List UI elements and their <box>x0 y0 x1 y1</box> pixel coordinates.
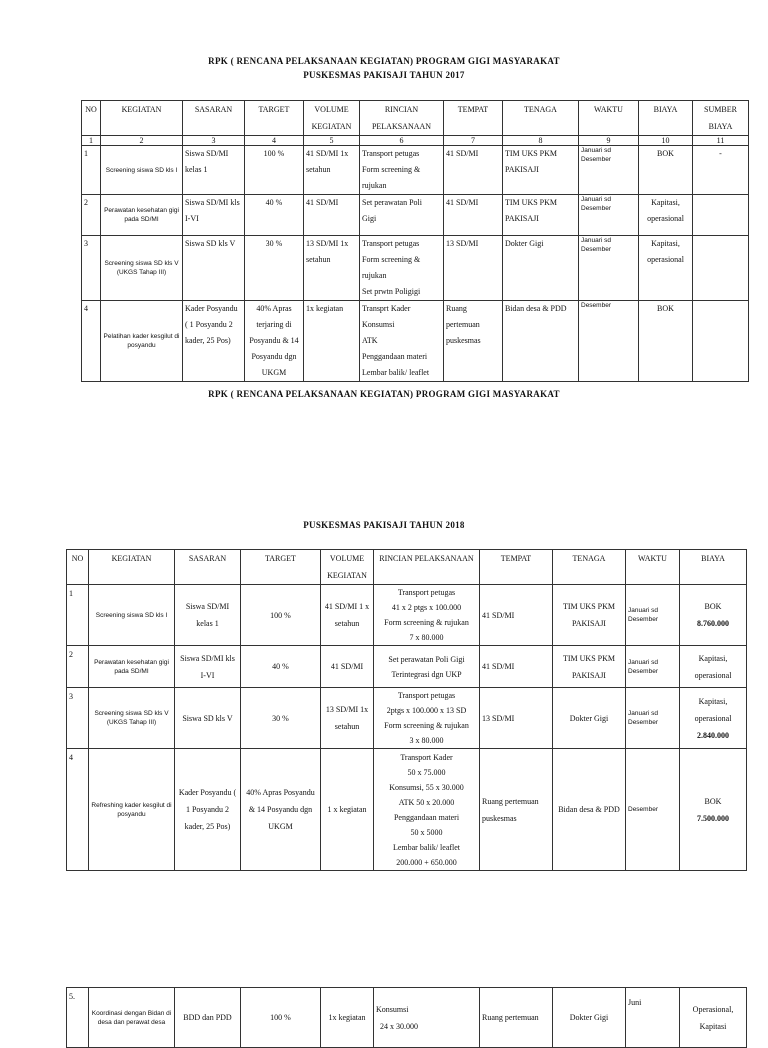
cell-no: 4 <box>82 301 101 382</box>
col-header-no: NO <box>82 101 101 136</box>
cell-tempat: 13 SD/MI <box>480 688 553 749</box>
cell-target: 100 % <box>245 146 304 195</box>
cell-tempat: 41 SD/MI <box>444 195 503 236</box>
cell-kegiatan: Koordinasi dengan Bidan di desa dan perawat desa <box>89 988 175 1048</box>
cell-tenaga: TIM UKS PKM PAKISAJI <box>553 585 626 646</box>
col-number: 10 <box>639 136 693 146</box>
cell-target: 40 % <box>241 646 321 688</box>
cell-tenaga: TIM UKS PKM PAKISAJI <box>503 146 579 195</box>
cell-no: 2 <box>82 195 101 236</box>
rincian-line: Form screening & <box>362 255 421 264</box>
cell-target: 40% Apras terjaring di Posyandu & 14 Posyandu dgn UKGM <box>245 301 304 382</box>
rincian-line: ATK 50 x 20.000 <box>398 797 455 807</box>
rincian-line: Transport petugas <box>362 239 420 248</box>
biaya-source: Kapitasi, operasional <box>694 696 732 723</box>
rincian-line: Set perawatan Poli Gigi <box>388 654 465 664</box>
rincian-line: Transport petugas <box>362 149 420 158</box>
cell-tenaga: TIM UKS PKM PAKISAJI <box>503 195 579 236</box>
cell-sumber: - <box>693 146 749 195</box>
cell-waktu: Januari sd Desember <box>626 688 680 749</box>
cell-kegiatan: Screening siswa SD kls I <box>89 585 175 646</box>
rincian-line: ATK <box>362 336 378 345</box>
col-number: 7 <box>444 136 503 146</box>
biaya-source: Kapitasi, operasional <box>694 653 732 680</box>
rincian-line: Form screening & rujukan <box>384 618 469 627</box>
rincian-line: 50 x 5000 <box>410 827 443 837</box>
col-number: 9 <box>579 136 639 146</box>
cell-tempat: 41 SD/MI <box>444 146 503 195</box>
col-header-tempat: TEMPAT <box>444 101 503 136</box>
cell-rincian <box>360 146 444 195</box>
rpk-table-2018 <box>66 549 747 871</box>
cell-tenaga: Dokter Gigi <box>503 236 579 301</box>
col-header-no: NO <box>67 550 89 585</box>
cell-tenaga: Dokter Gigi <box>553 688 626 749</box>
table-row <box>67 646 747 688</box>
cell-biaya <box>680 646 747 688</box>
cell-sasaran: Siswa SD/MI kls I-VI <box>183 195 245 236</box>
col-header-rincian: RINCIAN PELAKSANAAN <box>374 550 480 585</box>
cell-tenaga: TIM UKS PKM PAKISAJI <box>553 646 626 688</box>
col-header-sasaran: SASARAN <box>175 550 241 585</box>
doc2-title: RPK ( RENCANA PELAKSANAAN KEGIATAN) PROGRAM GIGI MASYARAKAT <box>208 389 560 399</box>
rincian-line: Set perawatan Poli <box>362 198 422 207</box>
cell-no: 4 <box>67 749 89 871</box>
cell-rincian <box>374 646 480 688</box>
col-header-kegiatan: KEGIATAN <box>89 550 175 585</box>
cell-no: 1 <box>67 585 89 646</box>
column-number-row <box>82 136 749 146</box>
table-row <box>82 146 749 195</box>
cell-biaya: Kapitasi, operasional <box>639 236 693 301</box>
cell-volume: 1x kegiatan <box>321 988 374 1048</box>
cell-tempat: 41 SD/MI <box>480 585 553 646</box>
rincian-line: Konsumsi, 55 x 30.000 <box>389 782 464 792</box>
cell-waktu: Januari sd Desember <box>626 585 680 646</box>
cell-volume: 13 SD/MI 1x setahun <box>321 688 374 749</box>
rpk-table-continued <box>66 987 747 1048</box>
cell-sasaran: BDD dan PDD <box>175 988 241 1048</box>
cell-kegiatan: Perawatan kesehatan gigi pada SD/MI <box>89 646 175 688</box>
rincian-line: Form screening & rujukan <box>384 721 469 730</box>
cell-volume: 41 SD/MI 1x setahun <box>304 146 360 195</box>
cell-volume: 1 x kegiatan <box>321 749 374 871</box>
rincian-line: 24 x 30.000 <box>380 1022 418 1031</box>
col-header-rincian: RINCIAN PELAKSANAAN <box>360 101 444 136</box>
rincian-line: 7 x 80.000 <box>409 633 444 642</box>
table-row <box>67 688 747 749</box>
cell-volume: 41 SD/MI <box>321 646 374 688</box>
cell-target: 40 % <box>245 195 304 236</box>
table-row <box>82 301 749 382</box>
biaya-source: BOK <box>704 602 722 611</box>
cell-kegiatan: Screening siswa SD kls V (UKGS Tahap III) <box>89 688 175 749</box>
rincian-line: 41 x 2 ptgs x 100.000 <box>391 603 462 612</box>
col-number: 8 <box>503 136 579 146</box>
cell-waktu: Januari sd Desember <box>579 146 639 195</box>
cell-rincian <box>374 585 480 646</box>
cell-sumber <box>693 195 749 236</box>
biaya-amount: 8.760.000 <box>697 619 729 628</box>
cell-biaya: Operasional, Kapitasi <box>680 988 747 1048</box>
cell-tenaga: Bidan desa & PDD <box>503 301 579 382</box>
cell-no: 3 <box>67 688 89 749</box>
col-header-volume: VOLUME KEGIATAN <box>304 101 360 136</box>
rincian-line: Konsumsi <box>362 320 395 329</box>
cell-tempat: Ruang pertemuan puskesmas <box>480 749 553 871</box>
cell-sasaran: Kader Posyandu ( 1 Posyandu 2 kader, 25 Pos) <box>183 301 245 382</box>
cell-no: 3 <box>82 236 101 301</box>
col-number: 2 <box>101 136 183 146</box>
cell-volume: 41 SD/MI <box>304 195 360 236</box>
cell-waktu: Januari sd Desember <box>626 646 680 688</box>
cell-rincian <box>374 688 480 749</box>
table-row <box>82 195 749 236</box>
cell-target: 100 % <box>241 988 321 1048</box>
rincian-line: rujukan <box>362 271 387 280</box>
rincian-line: Transport petugas <box>397 588 456 597</box>
col-number: 5 <box>304 136 360 146</box>
biaya-amount: 7.500.000 <box>697 813 729 823</box>
col-header-target: TARGET <box>241 550 321 585</box>
table-row <box>82 236 749 301</box>
rpk-table-2017 <box>81 100 749 382</box>
biaya-amount: 2.840.000 <box>697 730 729 740</box>
cell-sasaran: Siswa SD/MI kelas 1 <box>175 585 241 646</box>
col-number: 4 <box>245 136 304 146</box>
col-header-waktu: WAKTU <box>626 550 680 585</box>
rincian-line: Terintegrasi dgn UKP <box>391 669 462 679</box>
col-header-tenaga: TENAGA <box>503 101 579 136</box>
rincian-line: 200.000 + 650.000 <box>396 857 457 867</box>
col-header-sumber: SUMBER BIAYA <box>693 101 749 136</box>
cell-no: 1 <box>82 146 101 195</box>
rincian-line: 50 x 75.000 <box>407 767 446 777</box>
table-row <box>67 749 747 871</box>
cell-target: 40% Apras Posyandu & 14 Posyandu dgn UKGM <box>241 749 321 871</box>
cell-tenaga: Dokter Gigi <box>553 988 626 1048</box>
cell-no: 5. <box>67 988 89 1048</box>
cell-tempat: Ruang pertemuan puskesmas <box>444 301 503 382</box>
cell-rincian <box>374 988 480 1048</box>
rincian-line: Gigi <box>362 214 377 223</box>
cell-sasaran: Kader Posyandu ( 1 Posyandu 2 kader, 25 Pos) <box>175 749 241 871</box>
cell-sasaran: Siswa SD/MI kelas 1 <box>183 146 245 195</box>
col-header-tenaga: TENAGA <box>553 550 626 585</box>
cell-rincian <box>360 301 444 382</box>
cell-sumber <box>693 301 749 382</box>
cell-sasaran: Siswa SD/MI kls I-VI <box>175 646 241 688</box>
col-header-volume: VOLUME KEGIATAN <box>321 550 374 585</box>
rincian-line: 2ptgs x 100.000 x 13 SD <box>386 706 467 715</box>
cell-rincian <box>360 236 444 301</box>
doc1-title: RPK ( RENCANA PELAKSANAAN KEGIATAN) PROGRAM GIGI MASYARAKAT <box>208 56 560 66</box>
cell-no: 2 <box>67 646 89 688</box>
col-number: 6 <box>360 136 444 146</box>
table-header-row <box>82 101 749 136</box>
cell-waktu: Desember <box>579 301 639 382</box>
col-header-biaya: BIAYA <box>639 101 693 136</box>
col-header-sasaran: SASARAN <box>183 101 245 136</box>
table-row <box>67 585 747 646</box>
rincian-line: Lembar balik/ leaflet <box>392 842 461 852</box>
rincian-line: Konsumsi <box>376 1005 409 1014</box>
cell-sasaran: Siswa SD kls V <box>183 236 245 301</box>
cell-rincian <box>360 195 444 236</box>
rincian-line: rujukan <box>362 181 387 190</box>
col-number: 1 <box>82 136 101 146</box>
doc2-subtitle: PUSKESMAS PAKISAJI TAHUN 2018 <box>303 520 465 530</box>
cell-tempat: 41 SD/MI <box>480 646 553 688</box>
rincian-line: Lembar balik/ leaflet <box>362 368 430 377</box>
rincian-line: 3 x 80.000 <box>409 736 444 745</box>
cell-waktu: Januari sd Desember <box>579 195 639 236</box>
rincian-line: Set prwtn Poligigi <box>362 287 421 296</box>
col-header-kegiatan: KEGIATAN <box>101 101 183 136</box>
cell-kegiatan: Screening siswa SD kls V (UKGS Tahap III) <box>101 236 183 301</box>
rincian-line: Transport Kader <box>400 752 453 762</box>
cell-waktu: Juni <box>626 988 680 1048</box>
cell-kegiatan: Perawatan kesehatan gigi pada SD/MI <box>101 195 183 236</box>
cell-kegiatan: Refreshing kader kesgilut di posyandu <box>89 749 175 871</box>
cell-tenaga: Bidan desa & PDD <box>553 749 626 871</box>
cell-volume: 41 SD/MI 1 x setahun <box>321 585 374 646</box>
cell-tempat: 13 SD/MI <box>444 236 503 301</box>
cell-biaya: BOK <box>639 146 693 195</box>
cell-rincian <box>374 749 480 871</box>
rincian-line: Penggandaan materi <box>362 352 428 361</box>
cell-waktu: Januari sd Desember <box>579 236 639 301</box>
cell-target: 30 % <box>245 236 304 301</box>
cell-waktu: Desember <box>626 749 680 871</box>
col-number: 3 <box>183 136 245 146</box>
cell-biaya <box>680 749 747 871</box>
cell-biaya <box>680 688 747 749</box>
cell-target: 100 % <box>241 585 321 646</box>
cell-sasaran: Siswa SD kls V <box>175 688 241 749</box>
cell-sumber <box>693 236 749 301</box>
cell-kegiatan: Screening siswa SD kls I <box>101 146 183 195</box>
rincian-line: Transport petugas <box>397 691 456 700</box>
col-header-target: TARGET <box>245 101 304 136</box>
doc1-subtitle: PUSKESMAS PAKISAJI TAHUN 2017 <box>303 70 465 80</box>
col-header-tempat: TEMPAT <box>480 550 553 585</box>
cell-biaya: BOK <box>639 301 693 382</box>
rincian-line: Penggandaan materi <box>393 812 460 822</box>
biaya-source: BOK <box>704 796 722 806</box>
rincian-line: Form screening & <box>362 165 421 174</box>
col-number: 11 <box>693 136 749 146</box>
table-header-row <box>67 550 747 585</box>
cell-volume: 1x kegiatan <box>304 301 360 382</box>
cell-volume: 13 SD/MI 1x setahun <box>304 236 360 301</box>
cell-target: 30 % <box>241 688 321 749</box>
rincian-line: Transprt Kader <box>362 304 411 313</box>
table-row <box>67 988 747 1048</box>
cell-tempat: Ruang pertemuan <box>480 988 553 1048</box>
cell-biaya: Kapitasi, operasional <box>639 195 693 236</box>
cell-biaya <box>680 585 747 646</box>
cell-kegiatan: Pelatihan kader kesgilut di posyandu <box>101 301 183 382</box>
col-header-waktu: WAKTU <box>579 101 639 136</box>
col-header-biaya: BIAYA <box>680 550 747 585</box>
